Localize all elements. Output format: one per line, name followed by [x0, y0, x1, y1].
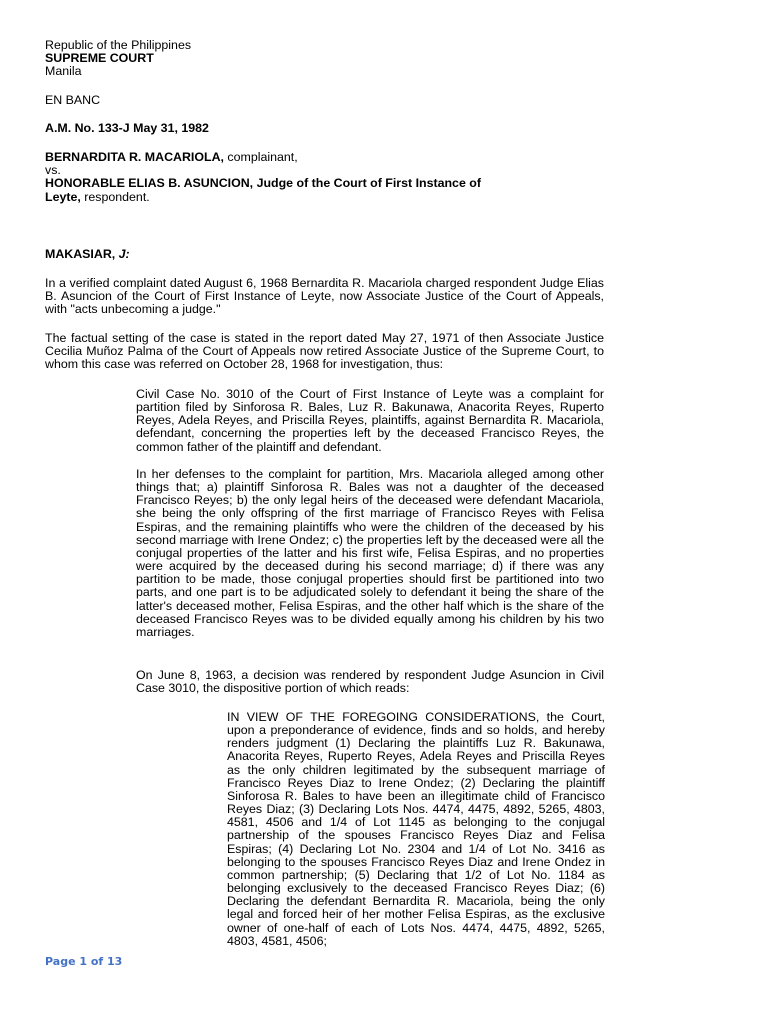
ponente [45, 248, 130, 261]
header-republic: Republic of the Philippines [45, 38, 192, 52]
respondent-name-line1: HONORABLE ELIAS B. ASUNCION, Judge of the Court of First Instance of [45, 176, 481, 191]
complainant-name: BERNARDITA R. MACARIOLA, [45, 150, 224, 164]
page-number: Page 1 of 13 [45, 955, 123, 968]
division-label: EN BANC [45, 93, 101, 107]
respondent-role: respondent. [80, 189, 150, 204]
quote-dispositive-portion: IN VIEW OF THE FOREGOING CONSIDERATIONS, the Court, upon a preponderance of evidence, finds and so holds, and hereby renders judgment (1) Declaring the plaintiffs Luz R. Bakunawa, Anacorita Reyes, Ruperto Reyes, Adela Reyes and Priscilla Reyes as the only children legitimated by the subsequent marriage of Francisco Reyes Diaz to Irene Ondez; (2) Declaring the plaintiff Sinforosa R. Bales to have been an illegitimate child of Francisco Reyes Diaz; (3) Declaring Lots Nos. 4474, 4475, 4892, 5265, 4803, 4581, 4506 and 1/4 of Lot 1145 as belonging to the conjugal partnership of the spouses Francisco Reyes Diaz and Felisa Espiras; (4) Declaring Lot No. 2304 and 1/4 of Lot No. 3416 as belonging to the spouses Francisco Reyes Diaz and Irene Ondez in common partnership; (5) Declaring that 1/2 of Lot No. 1184 as belonging exclusively to the deceased Francisco Reyes Diaz; (6) Declaring the defendant Bernardita R. Macariola, being the only legal and forced heir of her mother Felisa Espiras, as the exclusive owner of one-half of each of Lots Nos. 4474, 4475, 4892, 5265, 4803, 4581, 4506; [227, 710, 605, 948]
complainant-role: complainant, [223, 150, 298, 164]
court-header [45, 39, 605, 78]
paragraph-factual-setting: The factual setting of the case is stated in the report dated May 27, 1971 of then Associate Justice Cecilia Muñoz Palma of the Court of Appeals now retired Associate Justice of the Supreme Court, to whom this case was referred on October 28, 1968 for investigation, thus: [45, 331, 604, 372]
ponente-name: MAKASIAR, [45, 247, 116, 261]
ponente-title: J: [115, 247, 130, 261]
versus-line: vs. [45, 163, 61, 178]
quote-defenses: In her defenses to the complaint for partition, Mrs. Macariola alleged among other things that; a) plaintiff Sinforosa R. Bales was not a daughter of the deceased Francisco Reyes; b) the only legal heirs of the deceased were defendant Macariola, she being the only offspring of the first marriage of Francisco Reyes with Felisa Espiras, and the remaining plaintiffs who were the children of the deceased by his second marriage with Irene Ondez; c) the properties left by the deceased were all the conjugal properties of the latter and his first wife, Felisa Espiras, and no properties were acquired by the deceased during his second marriage; d) if there was any partition to be made, those conjugal properties should first be partitioned into two parts, and one part is to be adjudicated solely to defendant it being the share of the latter's deceased mother, Felisa Espiras, and the other half which is the share of the deceased Francisco Reyes was to be divided equally among his children by his two marriages. [136, 467, 604, 639]
quote-civil-case: Civil Case No. 3010 of the Court of First Instance of Leyte was a complaint for partition filed by Sinforosa R. Bales, Luz R. Bakunawa, Anacorita Reyes, Ruperto Reyes, Adela Reyes, and Priscilla Reyes, plaintiffs, against Bernardita R. Macariola, defendant, concerning the properties left by the deceased Francisco Reyes, the common father of the plaintiff and defendant. [136, 387, 604, 454]
header-supreme-court: SUPREME COURT [45, 51, 154, 65]
quote-decision: On June 8, 1963, a decision was rendered by respondent Judge Asuncion in Civil Case 3010, the dispositive portion of which reads: [136, 668, 604, 696]
paragraph-complaint: In a verified complaint dated August 6, 1968 Bernardita R. Macariola charged respondent Judge Elias B. Asuncion of the Court of First Instance of Leyte, now Associate Justice of the Court of Appeals, with "acts unbecoming a judge." [45, 276, 604, 317]
header-city: Manila [45, 64, 82, 78]
complainant-line [45, 151, 605, 164]
case-parties [45, 151, 605, 204]
respondent-name-line2: Leyte, [45, 189, 81, 204]
respondent-line2 [45, 191, 605, 204]
case-number: A.M. No. 133-J May 31, 1982 [45, 121, 209, 135]
